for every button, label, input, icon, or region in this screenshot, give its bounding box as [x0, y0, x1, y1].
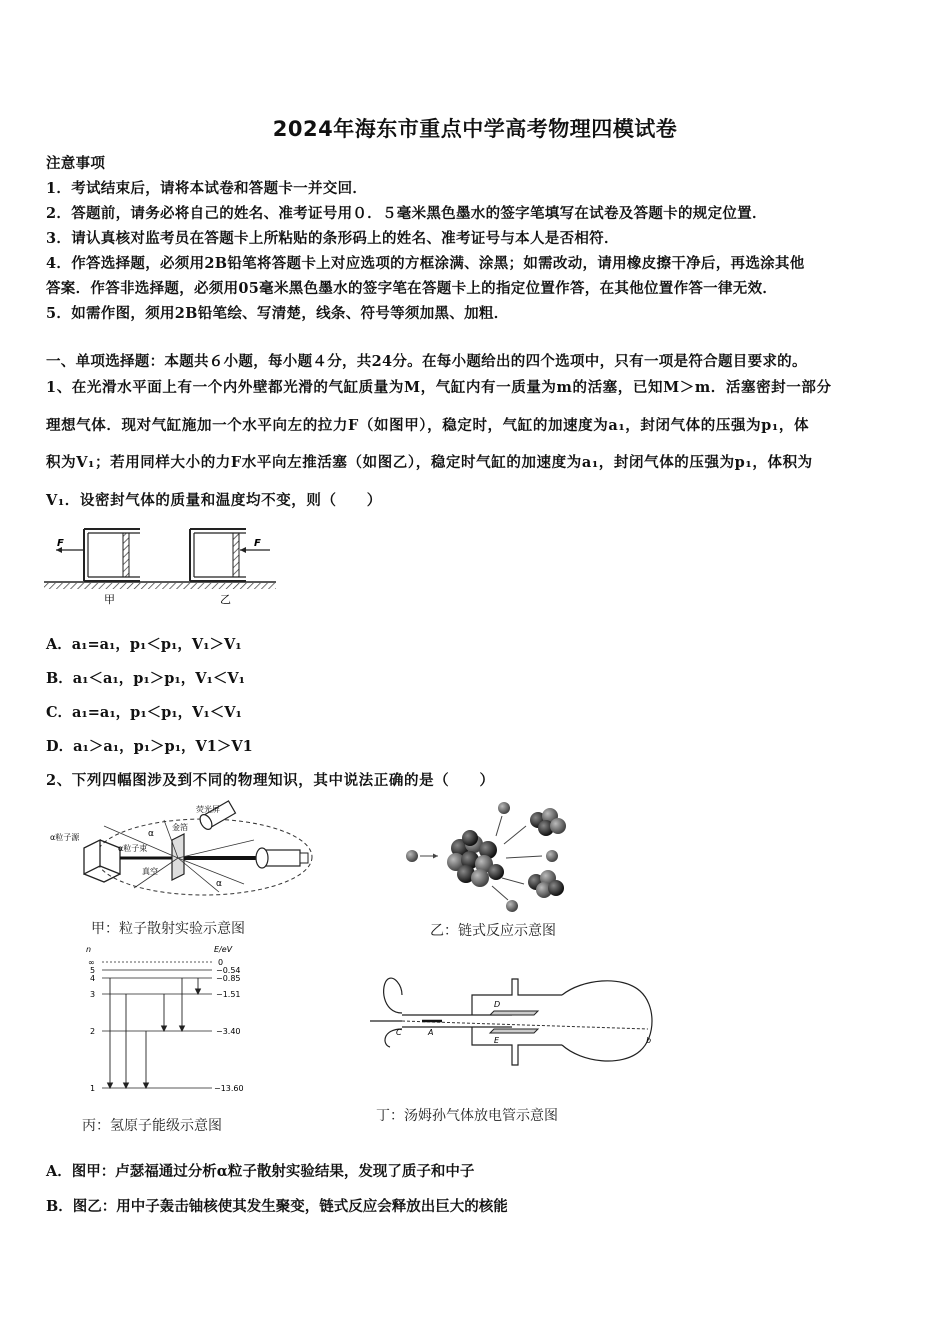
force-label-yi: F — [254, 538, 261, 549]
caption-bing: 丙：氢原子能级示意图 — [82, 1118, 222, 1134]
chain-reaction-figure — [400, 798, 590, 913]
label-alpha: α — [216, 879, 222, 889]
section-heading: 一、单项选择题：本题共６小题，每小题４分，共24分。在每小题给出的四个选项中，只有一项是符合题目要求的。 — [46, 353, 807, 370]
energy-level-figure — [84, 940, 264, 1092]
q1-option-c[interactable]: C．a₁=a₁，p₁＜p₁，V₁＜V₁ — [46, 704, 242, 721]
notice-item: 4．作答选择题，必须用2B铅笔将答题卡上对应选项的方框涂满、涂黑；如需改动，请用橡皮擦干净后，再选涂其他 — [46, 255, 805, 272]
q2-stem: 2、下列四幅图涉及到不同的物理知识，其中说法正确的是（ ） — [46, 772, 495, 789]
notice-item: 2．答题前，请务必将自己的姓名、准考证号用０．５毫米黑色墨水的签字笔填写在试卷及答题卡的规定位置． — [46, 205, 767, 222]
cylinder-jia — [56, 529, 140, 581]
level-energy: −3.40 — [216, 1027, 241, 1036]
q1-option-a[interactable]: A．a₁=a₁，p₁＜p₁，V₁＞V₁ — [46, 636, 242, 653]
q1-stem-line: 积为V₁；若用同样大小的力F水平向左推活塞（如图乙），稳定时气缸的加速度为a₁，封闭气体的压强为p₁，体积为 — [46, 454, 813, 471]
thomson-tube-figure — [362, 965, 662, 1075]
level-energy: 0 — [218, 958, 224, 967]
force-label-jia: F — [57, 538, 64, 549]
caption-ding: 丁：汤姆孙气体放电管示意图 — [376, 1108, 558, 1124]
cylinder-yi — [190, 529, 270, 581]
label-alpha-source: α粒子源 — [50, 833, 80, 842]
fission-product — [528, 870, 564, 898]
level-n: 1 — [90, 1084, 96, 1092]
fission-product — [530, 808, 566, 836]
notice-item: 答案．作答非选择题，必须用05毫米黑色墨水的签字笔在答题卡上的指定位置作答，在其他位置作答一律无效． — [46, 280, 778, 297]
level-n: 2 — [90, 1027, 96, 1036]
caption-jia: 甲：粒子散射实验示意图 — [91, 921, 245, 937]
q2-option-a[interactable]: A．图甲：卢瑟福通过分析α粒子散射实验结果，发现了质子和中子 — [46, 1163, 475, 1180]
level-energy: −0.85 — [216, 974, 241, 983]
label-vacuum: 真空 — [142, 867, 158, 876]
caption-yi: 乙：链式反应示意图 — [430, 923, 556, 939]
level-energy: −0.54 — [216, 966, 241, 975]
label-yi: 乙 — [220, 593, 231, 606]
level-n: ∞ — [88, 958, 95, 967]
notice-item: 3．请认真核对监考员在答题卡上所粘贴的条形码上的姓名、准考证号与本人是否相符． — [46, 230, 619, 247]
notice-heading: 注意事项 — [46, 155, 106, 172]
label-plate-d: D — [494, 1000, 501, 1009]
level-n: 5 — [90, 966, 96, 975]
label-n: n — [86, 945, 92, 954]
q1-option-b[interactable]: B．a₁＜a₁，p₁＞p₁，V₁＜V₁ — [46, 670, 245, 687]
label-cathode: C — [396, 1028, 402, 1037]
page-title: 2024年海东市重点中学高考物理四模试卷 — [272, 117, 678, 141]
level-n: 4 — [90, 974, 96, 983]
label-jia: 甲 — [104, 593, 115, 606]
label-alpha-beam: α粒子束 — [118, 844, 148, 853]
level-energy: −1.51 — [216, 990, 241, 999]
level-n: 3 — [90, 990, 96, 999]
label-plate-e: E — [494, 1036, 500, 1045]
label-energy-unit: E/eV — [214, 945, 233, 954]
q1-option-d[interactable]: D．a₁＞a₁，p₁＞p₁，V1＞V1 — [46, 738, 253, 755]
label-foil: 金箔 — [172, 823, 188, 832]
label-point-b: b — [646, 1036, 652, 1045]
label-anode: A — [428, 1028, 434, 1037]
alpha-scattering-figure — [44, 800, 314, 910]
notice-item: 5．如需作图，须用2B铅笔绘、写清楚，线条、符号等须加黑、加粗． — [46, 305, 509, 322]
notice-item: 1．考试结束后，请将本试卷和答题卡一并交回． — [46, 180, 368, 197]
q1-stem-line: 理想气体．现对气缸施加一个水平向左的拉力F（如图甲），稳定时，气缸的加速度为a₁，封闭气体的压强为p₁，体 — [46, 417, 810, 434]
q1-stem-line: 1、在光滑水平面上有一个内外壁都光滑的气缸质量为M，气缸内有一质量为m的活塞，已知M＞m．活塞密封一部分 — [46, 379, 832, 396]
label-alpha: α — [148, 829, 154, 839]
q1-stem-line: V₁．设密封气体的质量和温度均不变，则（ ） — [46, 492, 382, 509]
q1-cylinder-figure — [40, 520, 280, 610]
q2-option-b[interactable]: B．图乙：用中子轰击铀核使其发生聚变，链式反应会释放出巨大的核能 — [46, 1198, 508, 1215]
label-screen: 荧光屏 — [196, 805, 220, 814]
level-energy: −13.60 — [214, 1084, 244, 1092]
uranium-nucleus — [447, 830, 504, 887]
